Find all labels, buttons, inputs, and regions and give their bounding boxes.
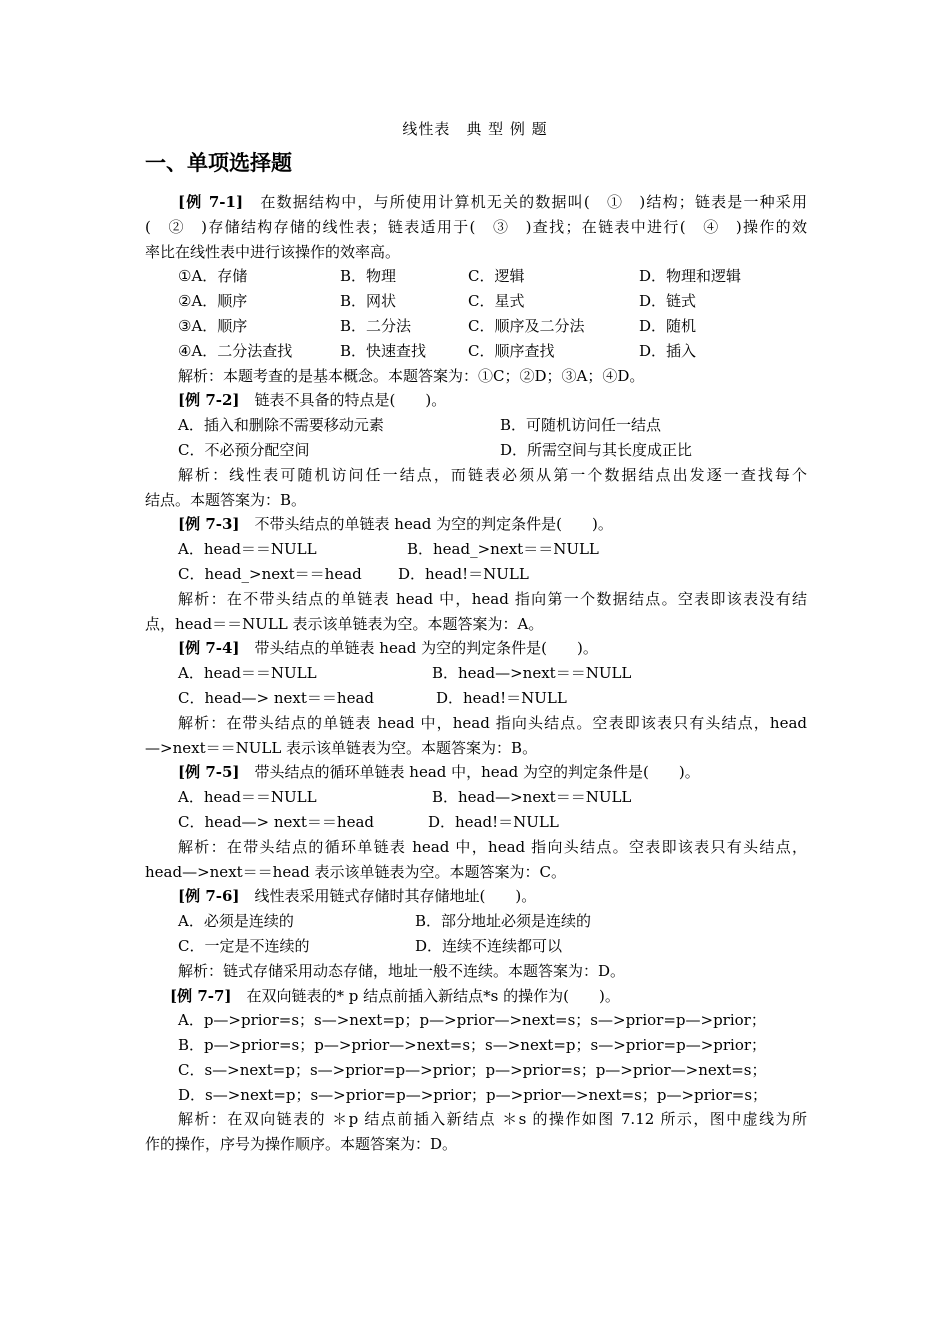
analysis: 解析：本题考查的是基本概念。本题答案为：①C；②D；③A；④D。 [178, 366, 645, 385]
question-text: 带头结点的单链表 head 为空的判定条件是( )。 [239, 639, 598, 658]
option: D．head!＝NULL [398, 564, 529, 583]
question-text-line: ( ② )存储结构存储的线性表；链表适用于( ③ )查找；在链表中进行( ④ )操作的效 [145, 217, 807, 236]
option: C．顺序查找 [468, 341, 555, 360]
option: A．head＝＝NULL [178, 664, 317, 683]
option: B．p—>prior=s；p—>prior—>next=s；s—>next=p；s—>prior=p—>prior； [178, 1036, 767, 1055]
question-7-1-stem [145, 190, 807, 215]
option-row [145, 537, 807, 562]
option-row [145, 934, 807, 959]
option: B．head—>next＝＝NULL [432, 788, 632, 807]
option-row [145, 810, 807, 835]
option: D．head!＝NULL [428, 812, 559, 831]
question-7-5-stem [145, 760, 807, 785]
option: B．head_>next＝＝NULL [407, 540, 599, 559]
question-label: [例 7-3] [178, 515, 240, 534]
option: C．s—>next=p；s—>prior=p—>prior；p—>prior=s；p—>prior—>next=s； [178, 1060, 767, 1079]
option: C．星式 [468, 292, 525, 311]
option: A．head＝＝NULL [178, 788, 317, 807]
option: C．head—> next＝＝head [178, 812, 375, 831]
option: B．部分地址必须是连续的 [415, 912, 592, 931]
question-label: [例 7-2] [178, 391, 240, 410]
option: A．插入和删除不需要移动元素 [178, 416, 384, 435]
option: B．物理 [340, 267, 397, 286]
option: B．二分法 [340, 316, 412, 335]
option: B．head—>next＝＝NULL [432, 664, 632, 683]
question-7-7-stem [145, 984, 807, 1009]
option: ②A．顺序 [178, 292, 248, 311]
page-title: 线性表 典 型 例 题 [402, 120, 548, 138]
analysis: 解析：在带头结点的循环单链表 head 中，head 指向头结点。空表即该表只有头结点， [178, 837, 807, 856]
option: ④A．二分法查找 [178, 341, 293, 360]
analysis: 解析：链式存储采用动态存储，地址一般不连续。本题答案为：D。 [178, 961, 626, 980]
option: D．链式 [639, 292, 697, 311]
question-label: [例 7-7] [170, 986, 232, 1005]
option-row [145, 785, 807, 810]
analysis-line: —>next＝＝NULL 表示该单链表为空。本题答案为：B。 [145, 738, 538, 757]
option-row [145, 438, 807, 463]
option: C．逻辑 [468, 267, 525, 286]
option: A．head＝＝NULL [178, 540, 317, 559]
option: C．一定是不连续的 [178, 936, 310, 955]
option: D．head!＝NULL [436, 688, 567, 707]
question-7-4-stem [145, 636, 807, 661]
option-row [145, 661, 807, 686]
question-text: 线性表采用链式存储时其存储地址( )。 [239, 887, 537, 906]
option: C．不必预分配空间 [178, 440, 310, 459]
option-row [145, 289, 807, 314]
question-text: 在数据结构中，与所使用计算机无关的数据叫( ① )结构；链表是一种采用 [243, 193, 807, 211]
option: A．p—>prior=s；s—>next=p；p—>prior—>next=s；s—>prior=p—>prior； [178, 1011, 766, 1030]
question-text: 带头结点的循环单链表 head 中，head 为空的判定条件是( )。 [239, 763, 700, 782]
option-row [145, 314, 807, 339]
question-text: 链表不具备的特点是( )。 [239, 391, 447, 410]
question-label: [例 7-4] [178, 639, 240, 658]
option: B．快速查找 [340, 341, 427, 360]
question-text: 不带头结点的单链表 head 为空的判定条件是( )。 [239, 515, 613, 534]
option: D．插入 [639, 341, 697, 360]
option: D．连续不连续都可以 [415, 936, 563, 955]
option: C．顺序及二分法 [468, 316, 585, 335]
analysis-line: 点，head＝＝NULL 表示该单链表为空。本题答案为：A。 [145, 614, 544, 633]
analysis-line: 作的操作，序号为操作顺序。本题答案为：D。 [145, 1135, 458, 1154]
option: C．head_>next＝＝head [178, 564, 362, 583]
analysis-line: 结点。本题答案为：B。 [145, 490, 307, 509]
analysis: 解析：在不带头结点的单链表 head 中，head 指向第一个数据结点。空表即该表没有结 [178, 589, 807, 608]
analysis: 解析：在双向链表的 ＊p 结点前插入新结点 ＊s 的操作如图 7.12 所示，图中虚线为所 [178, 1110, 807, 1129]
question-label: [例 7-1] [178, 193, 244, 211]
analysis-line: head—>next＝＝head 表示该单链表为空。本题答案为：C。 [145, 862, 567, 881]
option: C．head—> next＝＝head [178, 688, 375, 707]
question-label: [例 7-5] [178, 763, 240, 782]
option-row [145, 686, 807, 711]
question-7-6-stem [145, 884, 807, 909]
section-heading: 一、单项选择题 [145, 151, 292, 175]
question-text-line: 率比在线性表中进行该操作的效率高。 [145, 242, 401, 261]
question-label: [例 7-6] [178, 887, 240, 906]
question-7-3-stem [145, 512, 807, 537]
option: D．随机 [639, 316, 697, 335]
option: ①A．存储 [178, 267, 248, 286]
analysis: 解析：线性表可随机访问任一结点，而链表必须从第一个数据结点出发逐一查找每个 [178, 465, 807, 484]
option: B．可随机访问任一结点 [500, 416, 662, 435]
analysis: 解析：在带头结点的单链表 head 中，head 指向头结点。空表即该表只有头结点，head [178, 713, 807, 732]
option-row [145, 264, 807, 289]
option-row [145, 339, 807, 364]
option: D．所需空间与其长度成正比 [500, 440, 693, 459]
option-row [145, 909, 807, 934]
option: D．s—>next=p；s—>prior=p—>prior；p—>prior—>next=s；p—>prior=s； [178, 1085, 768, 1104]
option: ③A．顺序 [178, 316, 248, 335]
option: B．网状 [340, 292, 397, 311]
option: A．必须是连续的 [178, 912, 294, 931]
option: D．物理和逻辑 [639, 267, 742, 286]
question-7-2-stem [145, 388, 807, 413]
option-row [145, 413, 807, 438]
document-body [145, 190, 807, 1157]
option-row [145, 562, 807, 587]
question-text: 在双向链表的* p 结点前插入新结点*s 的操作为( )。 [231, 986, 620, 1005]
